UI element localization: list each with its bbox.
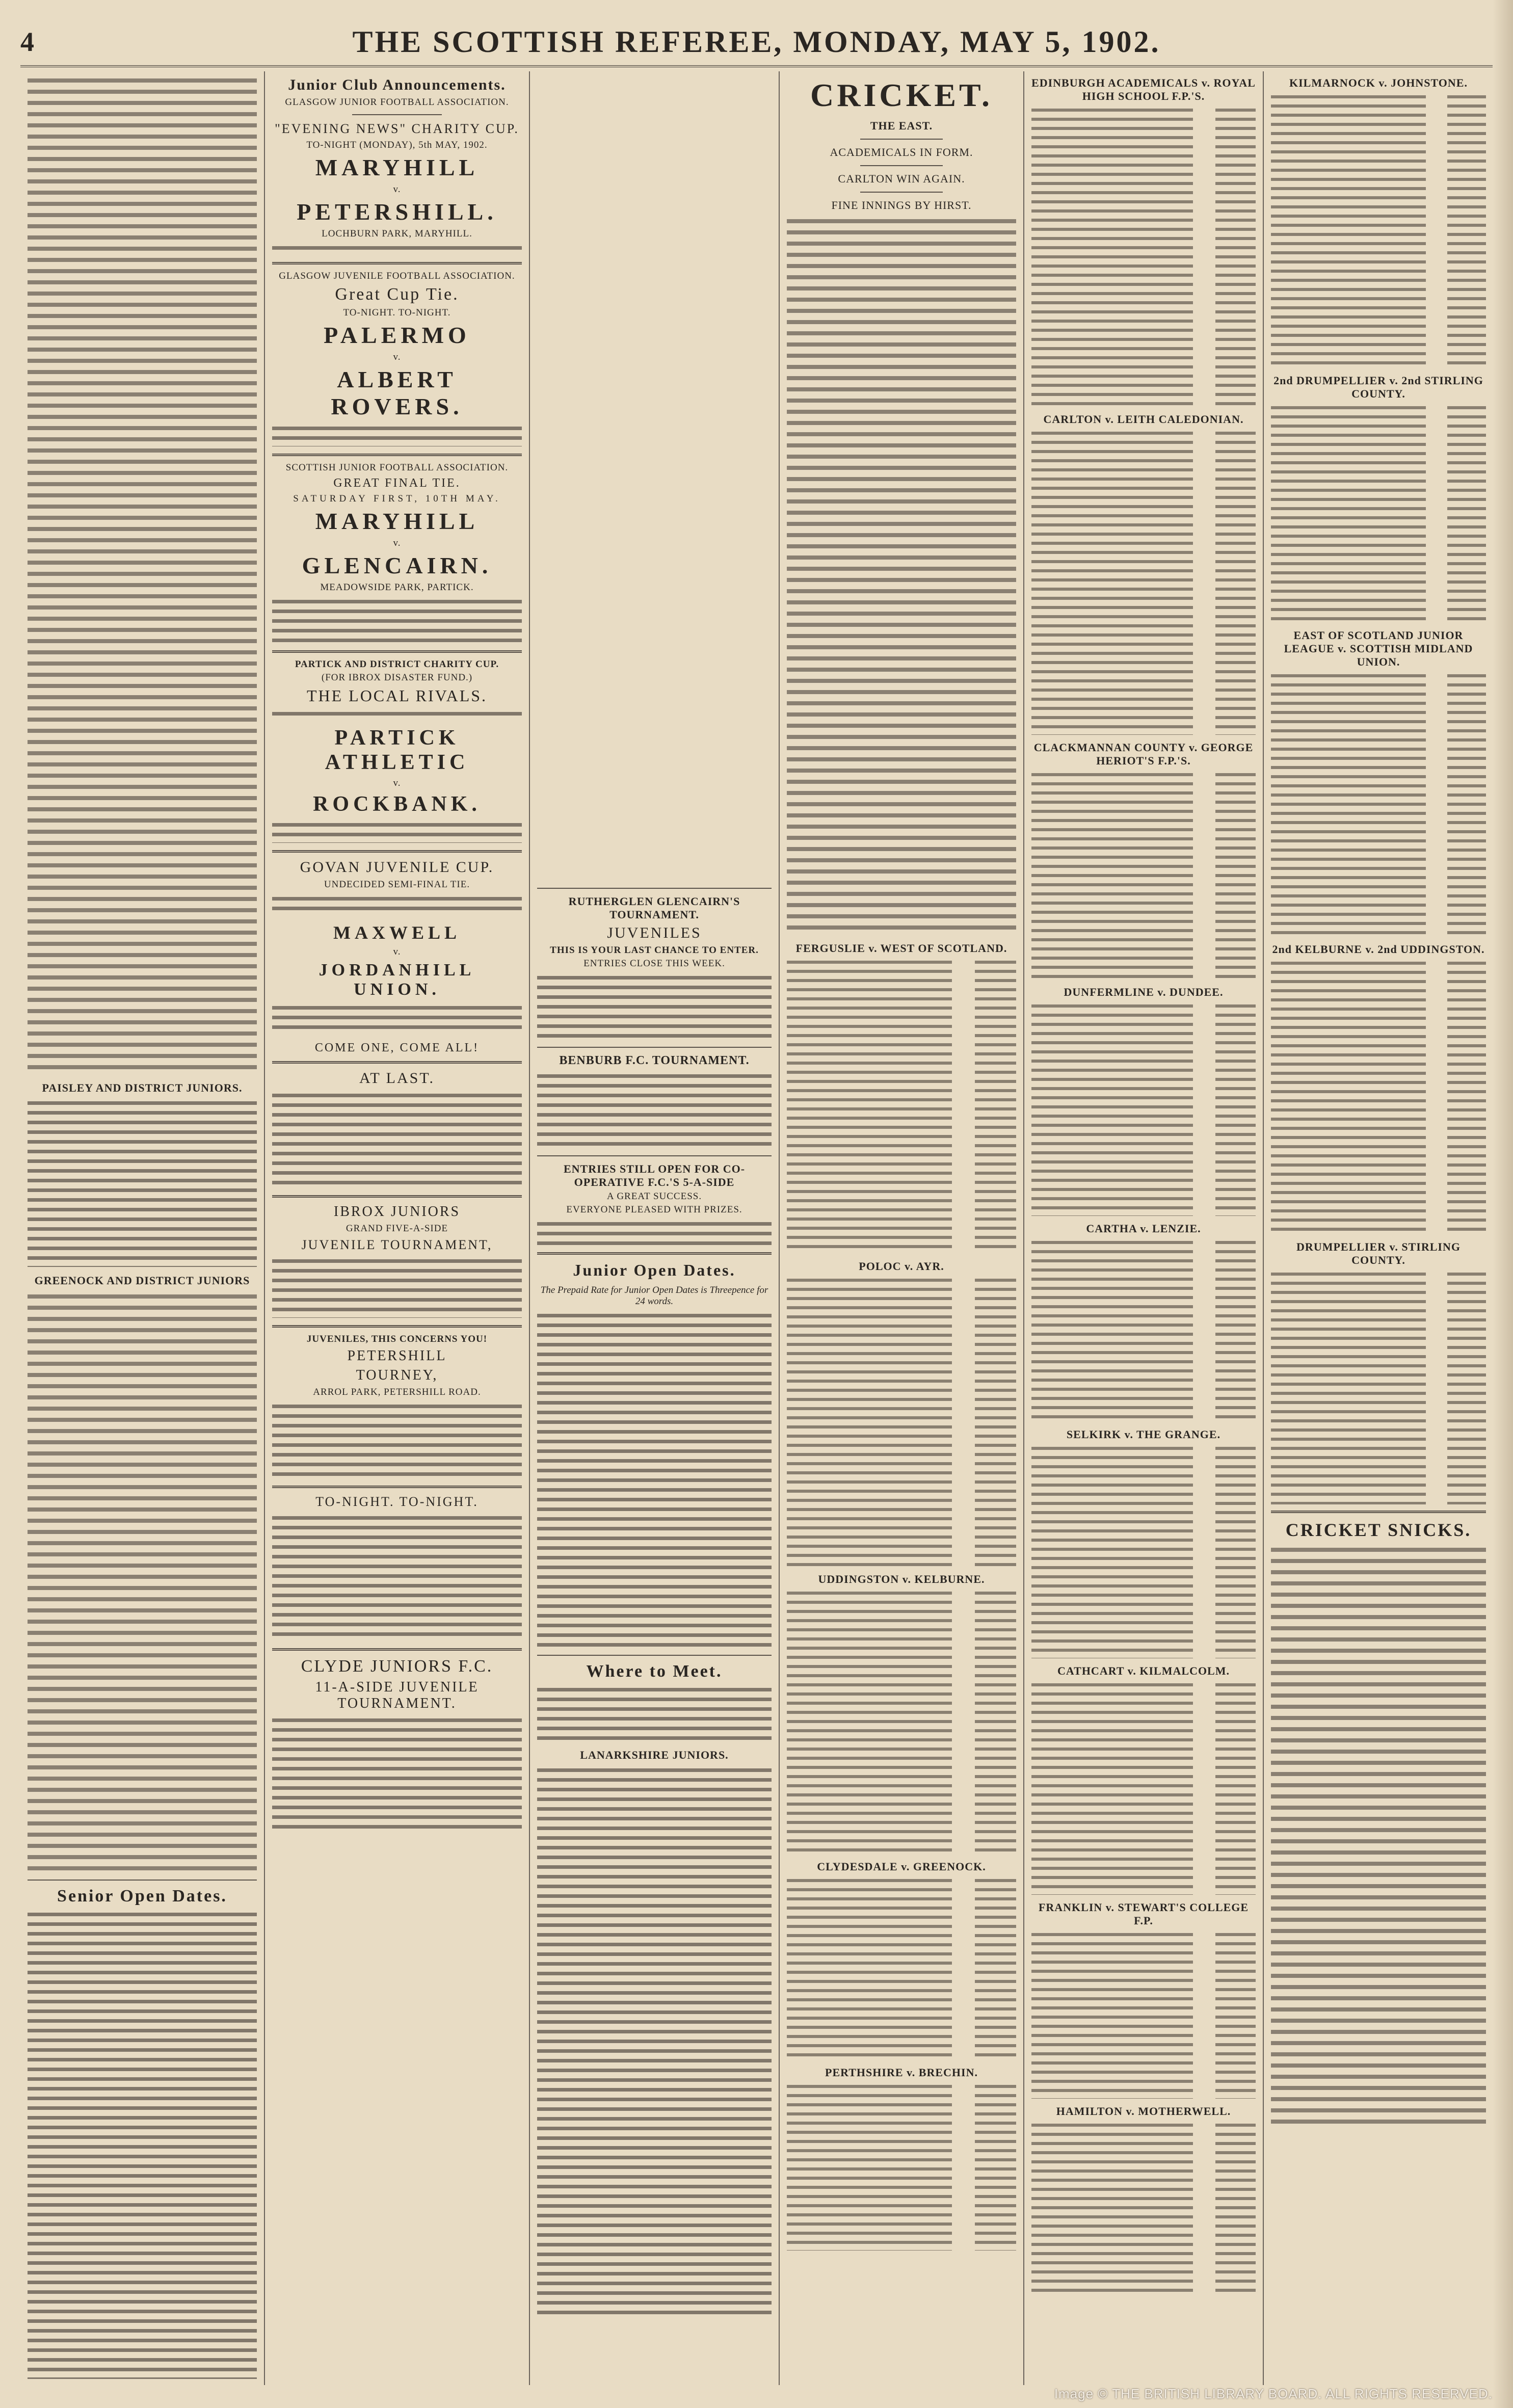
ad-team: PARTICK ATHLETIC [325,726,469,774]
ad-fine-print [272,424,522,446]
divider [272,1195,522,1198]
scorecard [1031,106,1256,407]
ad-fine-print [537,973,772,1040]
scorecard [787,2082,1016,2251]
ad-fine-print [537,1072,772,1148]
divider [860,192,943,193]
text-body [1271,1545,1486,2126]
divider [860,165,943,166]
scorecard [1031,1238,1256,1422]
ad-team: MARYHILL [315,154,479,180]
section-heading: Senior Open Dates. [57,1887,227,1906]
ad-venue: MEADOWSIDE PARK, PARTICK. [320,582,474,593]
ad-title: CLYDE JUNIORS F.C. [301,1657,493,1676]
match-heading: CLYDESDALE v. GREENOCK. [817,1860,986,1873]
section-subheading: ACADEMICALS IN FORM. [830,146,973,158]
match-heading: POLOC v. AYR. [859,1260,944,1273]
ad-fine-print [272,244,522,255]
ad-title: GOVAN JUVENILE CUP. [300,859,494,876]
ad-fine-print [272,709,522,719]
section-subheading: The Prepaid Rate for Junior Open Dates is Threepence for 24 words. [540,1285,768,1307]
text-body [28,75,257,1074]
ad-rivals: THE LOCAL RIVALS. [306,686,488,705]
scorecard [787,1276,1016,1567]
ad-clyde-juniors [272,1657,522,1833]
divider [272,1325,522,1328]
section-heading: CRICKET. [810,77,993,113]
column-2 [265,71,530,2385]
section-heading: GREENOCK AND DISTRICT JUNIORS [34,1274,250,1287]
match-heading: DUNFERMLINE v. DUNDEE. [1064,986,1224,998]
ad-venue: LOCHBURN PARK, MARYHILL. [322,228,472,239]
columns [20,71,1493,2385]
scorecard [1271,959,1486,1234]
ad-event: TOURNEY, [356,1367,438,1383]
ad-subtitle: (FOR IBROX DISASTER FUND.) [321,672,473,683]
ad-date: SATURDAY FIRST, 10TH MAY. [293,493,501,504]
divider [352,114,442,115]
masthead [20,18,1493,67]
ad-fine-print [272,597,522,643]
ad-maryhill-petershill [272,97,522,255]
scorecard [1031,1930,1256,2099]
ad-fine-print [537,1220,772,1245]
divider [272,1648,522,1651]
divider [537,1655,772,1656]
scorecard [1031,771,1256,980]
match-heading: 2nd DRUMPELLIER v. 2nd STIRLING COUNTY. [1273,374,1483,400]
match-heading: FRANKLIN v. STEWART'S COLLEGE F.P. [1038,1901,1249,1927]
ad-team: ALBERT ROVERS. [331,366,463,419]
column-2-overflow-space [537,71,772,882]
divider [537,1155,772,1156]
ad-title: TO-NIGHT. TO-NIGHT. [315,1494,479,1509]
text-body [28,1099,257,1267]
ad-fine-print [272,1514,522,1641]
text-body [787,216,1016,935]
ad-cta: COME ONE, COME ALL! [314,1041,480,1054]
section-heading: PAISLEY AND DISTRICT JUNIORS. [42,1081,243,1094]
ad-palermo-albert-rovers [272,271,522,446]
divider [272,1486,522,1488]
ad-vs: v. [393,352,401,362]
divider [1271,1511,1486,1513]
divider [537,1252,772,1255]
match-heading: UDDINGSTON v. KELBURNE. [818,1573,985,1585]
match-heading: EAST OF SCOTLAND JUNIOR LEAGUE v. SCOTTISH MIDLAND UNION. [1284,629,1473,668]
ad-partick-rockbank [272,659,522,843]
divider [272,454,522,456]
ad-petershill-tourney [272,1334,522,1478]
ad-fine-print [272,1716,522,1833]
divider [272,850,522,853]
scorecard [787,1876,1016,2060]
text-body [537,1766,772,2316]
ad-team: MAXWELL [333,922,461,943]
scorecard [1031,1002,1256,1216]
scorecard [1031,429,1256,735]
match-heading: SELKIRK v. THE GRANGE. [1066,1428,1221,1441]
section-heading: RUTHERGLEN GLENCAIRN'S TOURNAMENT. [568,895,740,921]
column-6 [1264,71,1493,2385]
ad-team: PALERMO [324,322,470,348]
ad-at-last [272,1070,522,1188]
ad-team: PETERSHILL. [297,199,497,225]
text-body [537,1311,772,1648]
match-heading: CARTHA v. LENZIE. [1086,1222,1201,1235]
text-body [28,1910,257,2379]
section-heading: BENBURB F.C. TOURNAMENT. [559,1054,750,1067]
ad-association: GLASGOW JUNIOR FOOTBALL ASSOCIATION. [285,97,509,108]
ad-cup: "EVENING NEWS" CHARITY CUP. [275,121,519,136]
scorecard [1271,93,1486,368]
ad-team: GLENCAIRN. [302,552,492,578]
match-heading: DRUMPELLIER v. STIRLING COUNTY. [1296,1240,1461,1266]
ad-date: TO-NIGHT. TO-NIGHT. [343,307,451,318]
ad-ibrox-juniors [272,1204,522,1318]
newspaper-title: THE SCOTTISH REFEREE, MONDAY, MAY 5, 1902. [352,24,1161,59]
ad-subtitle: UNDECIDED SEMI-FINAL TIE. [324,879,470,890]
ad-line: THIS IS YOUR LAST CHANCE TO ENTER. [550,945,759,956]
match-heading: 2nd KELBURNE v. 2nd UDDINGSTON. [1272,943,1485,956]
ad-vs: v. [393,778,401,788]
divider [272,650,522,653]
section-subheading: THE EAST. [870,119,933,132]
divider [860,139,943,140]
ad-date: TO-NIGHT (MONDAY), 5th MAY, 1902. [306,140,488,150]
section-heading: Where to Meet. [586,1662,723,1681]
ad-title: JUVENILES, THIS CONCERNS YOU! [306,1334,488,1344]
scorecard [1031,2121,1256,2294]
ad-vs: v. [393,946,401,957]
match-heading: CATHCART v. KILMALCOLM. [1057,1664,1230,1677]
ad-fine-print [272,894,522,915]
match-heading: HAMILTON v. MOTHERWELL. [1056,2105,1231,2118]
match-heading: CLACKMANNAN COUNTY v. GEORGE HERIOT'S F.P.'S. [1033,741,1254,767]
ad-team: ROCKBANK. [313,792,481,816]
ad-subtitle: GRAND FIVE-A-SIDE [346,1223,448,1234]
divider [272,262,522,264]
ad-title: AT LAST. [359,1070,435,1087]
ad-event: JUVENILE TOURNAMENT, [301,1237,493,1252]
scorecard [1271,404,1486,623]
section-heading: CRICKET SNICKS. [1285,1520,1472,1540]
ad-venue: ARROL PARK, PETERSHILL ROAD. [313,1387,481,1397]
ad-title: IBROX JUNIORS [333,1204,461,1220]
ad-title: JUVENILES [607,924,702,941]
section-heading: Junior Club Announcements. [288,76,506,93]
column-4 [780,71,1024,2385]
ad-association: SCOTTISH JUNIOR FOOTBALL ASSOCIATION. [285,462,509,473]
text-body [537,1685,772,1741]
ad-title: PARTICK AND DISTRICT CHARITY CUP. [295,659,499,670]
ad-vs: v. [393,538,401,548]
ad-line: EVERYONE PLEASED WITH PRIZES. [566,1204,742,1215]
ad-maryhill-glencairn [272,462,522,643]
ad-fine-print [272,821,522,843]
page-number: 4 [20,27,34,57]
scorecard [787,1589,1016,1854]
ad-association: GLASGOW JUVENILE FOOTBALL ASSOCIATION. [279,271,515,281]
section-subheading: CARLTON WIN AGAIN. [838,172,965,185]
ad-tonight [272,1494,522,1641]
image-credit: Image © THE BRITISH LIBRARY BOARD. ALL RIGHTS RESERVED. [1054,2386,1493,2401]
ad-line: A GREAT SUCCESS. [606,1191,702,1202]
match-heading: KILMARNOCK v. JOHNSTONE. [1289,76,1468,89]
ad-title: ENTRIES STILL OPEN FOR CO-OPERATIVE F.C.'S 5-A-SIDE [563,1162,746,1188]
ad-vs: v. [393,184,401,195]
match-heading: PERTHSHIRE v. BRECHIN. [825,2066,978,2079]
match-heading: FERGUSLIE v. WEST OF SCOTLAND. [795,942,1007,955]
column-3 [530,71,780,2385]
divider [28,1880,257,1881]
column-1 [20,71,265,2385]
section-heading: Junior Open Dates. [573,1261,736,1279]
text-body [28,1291,257,1872]
section-heading: LANARKSHIRE JUNIORS. [580,1749,729,1761]
ad-tie: GREAT FINAL TIE. [333,477,461,490]
scorecard [1271,672,1486,937]
page-edge [1493,0,1513,2408]
divider [272,1061,522,1064]
match-heading: EDINBURGH ACADEMICALS v. ROYAL HIGH SCHOOL F.P.'S. [1031,76,1256,102]
ad-event: 11-A-SIDE JUVENILE TOURNAMENT. [315,1679,479,1711]
ad-club: PETERSHILL [347,1348,447,1364]
match-heading: CARLTON v. LEITH CALEDONIAN. [1043,413,1244,426]
scorecard [787,958,1016,1254]
ad-fine-print [272,1402,522,1478]
divider [537,888,772,889]
ad-team: JORDANHILL UNION. [318,961,475,999]
scorecard [1031,1681,1256,1895]
scorecard [1271,1270,1486,1504]
ad-tie: Great Cup Tie. [335,285,459,304]
section-subheading: FINE INNINGS BY HIRST. [831,199,972,211]
column-5 [1024,71,1264,2385]
ad-fine-print [272,1257,522,1318]
divider [537,1047,772,1048]
ad-team: MARYHILL [315,508,479,534]
ad-govan-juvenile-cup [272,859,522,1055]
ad-fine-print [272,1091,522,1188]
ad-line: ENTRIES CLOSE THIS WEEK. [583,958,725,969]
ad-fine-print [272,1003,522,1034]
scorecard [1031,1444,1256,1658]
